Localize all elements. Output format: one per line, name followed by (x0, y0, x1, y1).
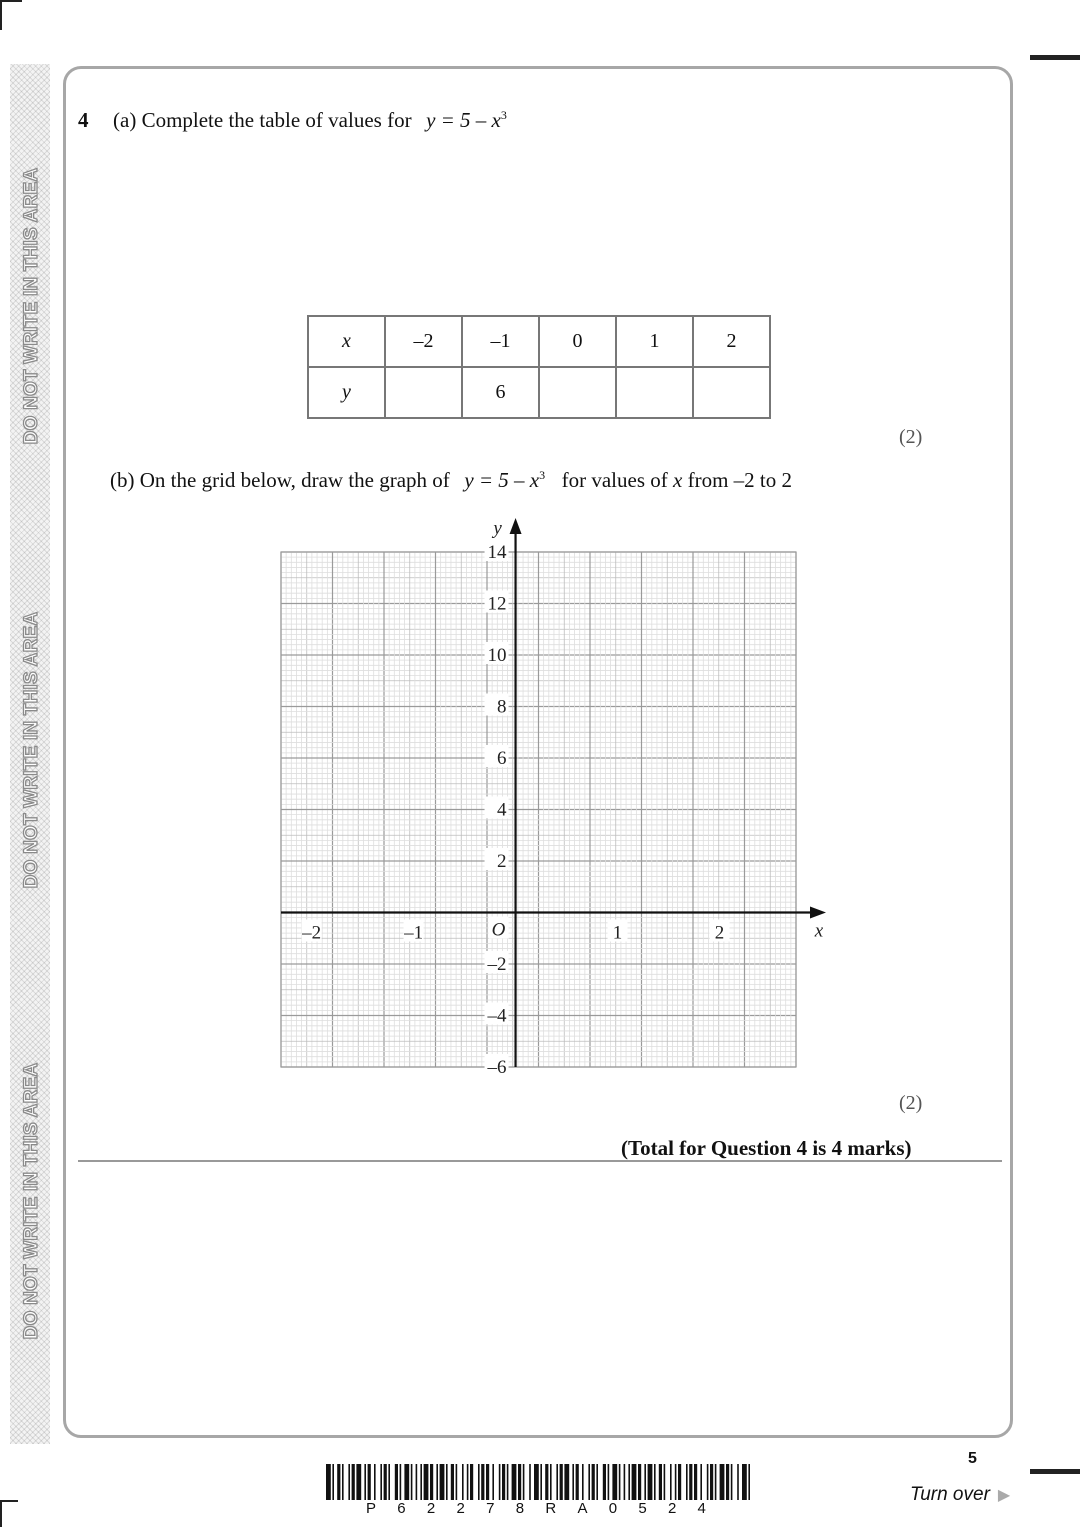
barcode-bar (374, 1464, 376, 1500)
part-b-text-after: for values of (561, 468, 668, 492)
barcode-char: 0 (608, 1500, 618, 1517)
barcode-bar (644, 1464, 646, 1500)
barcode-bar (462, 1464, 464, 1500)
table-cell-y-input[interactable] (385, 367, 462, 418)
barcode-char: 6 (397, 1500, 406, 1517)
barcode-bar (707, 1464, 709, 1500)
barcode-bar (731, 1464, 733, 1500)
barcode-bar (670, 1464, 672, 1500)
part-b-exponent: 3 (539, 468, 546, 482)
part-a-label: (a) (113, 108, 137, 132)
barcode-bar (742, 1464, 747, 1500)
table-row-y (308, 367, 770, 418)
margin-label-bottom: DO NOT WRITE IN THIS AREA (21, 1062, 42, 1340)
crop-mark-right-bottom (1030, 1469, 1080, 1474)
table-cell-y-input[interactable] (693, 367, 770, 418)
barcode-bar (540, 1464, 542, 1500)
table-cell-y-input[interactable] (539, 367, 616, 418)
x-tick-label: –1 (404, 922, 424, 944)
barcode-bar (416, 1464, 418, 1500)
y-tick-label: 12 (487, 593, 507, 615)
barcode-bar (380, 1464, 382, 1500)
origin-label: O (491, 919, 506, 941)
y-tick-label: 14 (487, 542, 507, 563)
part-a-marks: (2) (899, 426, 923, 448)
barcode-bar (384, 1464, 387, 1500)
barcode-bar (518, 1464, 521, 1500)
barcode-char: 5 (638, 1500, 647, 1517)
barcode-bar (456, 1464, 458, 1500)
barcode-bar (588, 1464, 590, 1500)
barcode-bar (481, 1464, 484, 1500)
barcode-bar (368, 1464, 371, 1500)
barcode-bar (348, 1464, 350, 1500)
table-cell-x: 0 (539, 316, 616, 367)
barcode-bar (686, 1464, 688, 1500)
barcode-bar (352, 1464, 355, 1500)
question-total: (Total for Question 4 is 4 marks) (621, 1136, 912, 1160)
page-number: 5 (968, 1450, 977, 1467)
barcode-bar (395, 1464, 398, 1500)
barcode-bar (715, 1464, 717, 1500)
barcode-bar (720, 1464, 725, 1500)
barcode-char: 7 (486, 1500, 495, 1517)
question-4-part-b (110, 468, 792, 493)
y-tick-label: 2 (497, 851, 507, 872)
barcode-bar (576, 1464, 579, 1500)
barcode-bar (492, 1464, 494, 1500)
crop-mark-right-top (1030, 55, 1080, 60)
barcode-bar (648, 1464, 653, 1500)
barcode-bar (694, 1464, 697, 1500)
barcode-bar (430, 1464, 433, 1500)
values-table (307, 315, 771, 419)
turn-over-label: Turn over (910, 1484, 990, 1505)
table-row-x (308, 316, 770, 367)
barcode-bar (608, 1464, 610, 1500)
question-end-rule (78, 1160, 1002, 1162)
part-b-marks: (2) (899, 1092, 923, 1114)
barcode-char: 2 (426, 1500, 436, 1517)
barcode-bar (507, 1464, 509, 1500)
barcode-bar (737, 1464, 739, 1500)
barcode-bar (332, 1464, 334, 1500)
x-tick-label: 1 (612, 922, 623, 944)
barcode-char: R (545, 1500, 557, 1517)
y-tick-label: –2 (487, 954, 507, 975)
barcode-bar (572, 1464, 574, 1500)
barcode-bar (534, 1464, 539, 1500)
barcode-bar (664, 1464, 666, 1500)
barcode-bar (342, 1464, 344, 1500)
part-a-equation: y = 5 – x (426, 108, 501, 132)
barcode-bar (446, 1464, 448, 1500)
x-tick-label: 2 (714, 922, 725, 944)
barcode-bar (624, 1464, 626, 1500)
barcode-bar (523, 1464, 525, 1500)
crop-mark-bottom-left-h (0, 1500, 18, 1502)
barcode-bar (638, 1464, 641, 1500)
y-tick-label: 8 (497, 696, 507, 718)
barcode-bar (545, 1464, 548, 1500)
part-b-range: from –2 to 2 (687, 468, 792, 492)
barcode-bar (440, 1464, 445, 1500)
table-header-y: y (308, 367, 385, 418)
x-axis-arrow (810, 907, 826, 919)
barcode-bar (560, 1464, 563, 1500)
y-tick-label: –4 (487, 1005, 507, 1027)
barcode-bar (404, 1464, 409, 1500)
barcode-bar (470, 1464, 473, 1500)
barcode-bar (337, 1464, 340, 1500)
barcode-bar (499, 1464, 501, 1500)
barcode-char: 4 (697, 1500, 706, 1517)
table-header-x: x (308, 316, 385, 367)
barcode-bar (603, 1464, 606, 1500)
table-cell-y: 6 (462, 367, 539, 418)
barcode-bar (592, 1464, 595, 1500)
barcode-bar (400, 1464, 402, 1500)
crop-mark-bottom-left-v (0, 1500, 2, 1527)
y-tick-label: 10 (487, 645, 507, 666)
barcode-bar (529, 1464, 531, 1500)
barcode-text (326, 1500, 746, 1517)
y-tick-label: 4 (497, 799, 507, 821)
barcode-bar (632, 1464, 637, 1500)
barcode-bar (478, 1464, 480, 1500)
barcode-bar (420, 1464, 422, 1500)
barcode-bar (550, 1464, 552, 1500)
margin-label-middle: DO NOT WRITE IN THIS AREA (21, 611, 42, 889)
barcode-bar (326, 1464, 331, 1500)
barcode-bar (628, 1464, 630, 1500)
y-tick-label: –6 (487, 1057, 507, 1078)
y-tick-label: 6 (497, 748, 507, 769)
table-cell-x: –2 (385, 316, 462, 367)
crop-mark-top-left-v (0, 0, 2, 30)
barcode (326, 1464, 750, 1500)
turn-over (910, 1484, 1010, 1506)
barcode-bar (564, 1464, 569, 1500)
barcode-bar (424, 1464, 429, 1500)
question-4-part-a (78, 108, 507, 133)
x-tick-label: –2 (302, 922, 322, 944)
part-b-equation: y = 5 – x (464, 468, 540, 492)
barcode-bar (700, 1464, 702, 1500)
barcode-bar (619, 1464, 621, 1500)
barcode-bar (411, 1464, 413, 1500)
barcode-char: 8 (515, 1500, 525, 1517)
margin-label-top: DO NOT WRITE IN THIS AREA (21, 167, 42, 445)
y-axis-arrow (510, 518, 522, 534)
barcode-bar (502, 1464, 505, 1500)
table-cell-x: –1 (462, 316, 539, 367)
barcode-bar (486, 1464, 489, 1500)
barcode-bar (689, 1464, 692, 1500)
barcode-bar (388, 1464, 390, 1500)
barcode-bar (612, 1464, 617, 1500)
barcode-char: 2 (456, 1500, 465, 1517)
barcode-bar (582, 1464, 584, 1500)
barcode-bar (748, 1464, 750, 1500)
barcode-bar (556, 1464, 558, 1500)
barcode-bar (364, 1464, 366, 1500)
barcode-bar (356, 1464, 361, 1500)
part-a-text: Complete the table of values for (141, 108, 412, 132)
play-arrow-icon: ▶ (997, 1487, 1011, 1504)
barcode-bar (726, 1464, 729, 1500)
barcode-char: A (577, 1500, 588, 1517)
table-cell-x: 1 (616, 316, 693, 367)
part-b-text: On the grid below, draw the graph of (139, 468, 450, 492)
barcode-bar (596, 1464, 598, 1500)
barcode-bar (451, 1464, 454, 1500)
crop-mark-top-left-h (0, 0, 22, 2)
barcode-bar (675, 1464, 677, 1500)
barcode-bar (654, 1464, 656, 1500)
part-a-exponent: 3 (500, 108, 507, 122)
barcode-bar (659, 1464, 662, 1500)
x-axis-label: x (814, 920, 824, 942)
barcode-bar (678, 1464, 681, 1500)
y-axis-label: y (493, 518, 502, 539)
part-b-var: x (673, 468, 683, 492)
graph-grid[interactable] (270, 510, 840, 1080)
question-number: 4 (78, 108, 89, 132)
barcode-bar (467, 1464, 469, 1500)
barcode-char: 2 (667, 1500, 677, 1517)
barcode-bar (436, 1464, 438, 1500)
table-cell-y-input[interactable] (616, 367, 693, 418)
barcode-bar (512, 1464, 517, 1500)
table-cell-x: 2 (693, 316, 770, 367)
barcode-char: P (366, 1500, 377, 1517)
part-b-label: (b) (110, 468, 135, 492)
barcode-bar (710, 1464, 713, 1500)
